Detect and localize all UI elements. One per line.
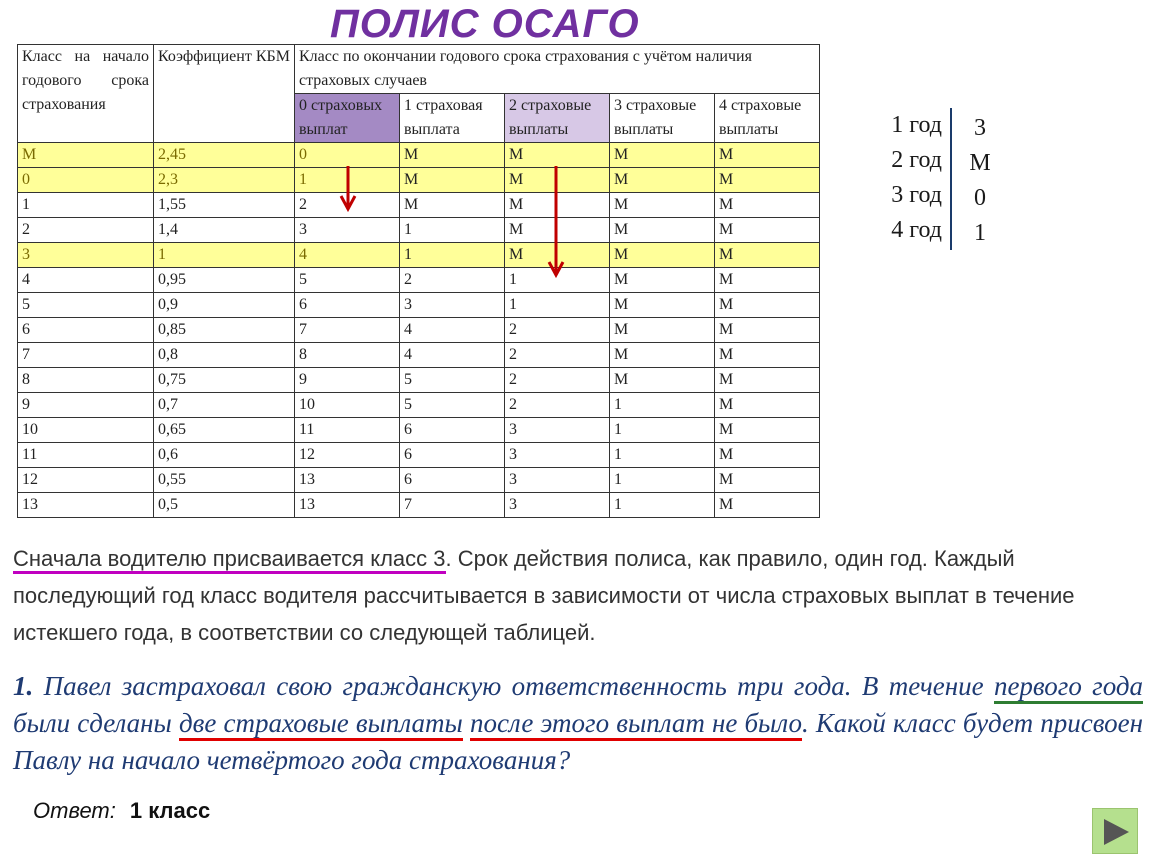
table-cell: 5 — [18, 293, 154, 318]
table-cell: 0,6 — [154, 443, 295, 468]
table-cell: 2 — [505, 318, 610, 343]
next-slide-button[interactable] — [1092, 808, 1138, 854]
table-cell: М — [505, 243, 610, 268]
table-cell: 1 — [610, 468, 715, 493]
paragraph-rest: . Срок действия полиса, как правило, один год. Каждый последующий год класс водителя рассчитывается в зависимости от числа страховых выплат в течение истекшего года, в соответствии со следующей таблицей. — [13, 546, 1075, 645]
table-cell: 3 — [505, 418, 610, 443]
table-cell: М — [610, 343, 715, 368]
header-0-payouts: 0 страховых выплат — [295, 94, 400, 143]
table-cell: 6 — [295, 293, 400, 318]
table-cell: 4 — [400, 318, 505, 343]
table-cell: 0,95 — [154, 268, 295, 293]
table-cell: 2 — [400, 268, 505, 293]
arrow-col2 — [549, 166, 563, 275]
task-part: были сделаны — [13, 708, 179, 738]
header-end-class: Класс по окончании годового срока страхования с учётом наличия страховых случаев — [295, 45, 820, 94]
table-cell: 3 — [18, 243, 154, 268]
header-3-payouts: 3 страховые выплаты — [610, 94, 715, 143]
task-underlined-no-payouts: после этого выплат не было — [470, 708, 802, 741]
table-cell: М — [505, 168, 610, 193]
play-next-icon — [1101, 817, 1131, 847]
table-cell: 9 — [18, 393, 154, 418]
table-cell: 10 — [18, 418, 154, 443]
table-cell: М — [610, 318, 715, 343]
header-kbm: Коэффициент КБМ — [154, 45, 295, 143]
table-cell: 0,9 — [154, 293, 295, 318]
table-cell: М — [715, 343, 820, 368]
task-underlined-two-payouts: две страховые выплаты — [179, 708, 463, 741]
table-cell: 0,5 — [154, 493, 295, 518]
table-cell: 13 — [295, 468, 400, 493]
table-cell: М — [610, 218, 715, 243]
table-cell: 6 — [400, 468, 505, 493]
table-cell: 2 — [505, 393, 610, 418]
table-cell: 1 — [610, 443, 715, 468]
table-cell: 2 — [505, 368, 610, 393]
task-number: 1. — [13, 671, 34, 701]
table-cell: М — [610, 168, 715, 193]
table-cell: 10 — [295, 393, 400, 418]
table-cell: 0,75 — [154, 368, 295, 393]
table-cell: 2 — [295, 193, 400, 218]
header-1-payout: 1 страховая выплата — [400, 94, 505, 143]
table-cell: 13 — [295, 493, 400, 518]
table-cell: М — [715, 443, 820, 468]
table-cell: 2,45 — [154, 143, 295, 168]
table-cell: 1,4 — [154, 218, 295, 243]
table-cell: 0,65 — [154, 418, 295, 443]
table-cell: 1 — [610, 393, 715, 418]
table-cell: 0,85 — [154, 318, 295, 343]
table-cell: 2 — [18, 218, 154, 243]
table-cell: 1 — [154, 243, 295, 268]
arrow-col0 — [341, 166, 355, 209]
task-part — [463, 708, 470, 738]
table-cell: 11 — [18, 443, 154, 468]
table-cell: М — [610, 193, 715, 218]
table-cell: М — [400, 168, 505, 193]
table-cell: 1 — [400, 243, 505, 268]
table-cell: 0,7 — [154, 393, 295, 418]
table-cell: М — [400, 193, 505, 218]
table-cell: 2,3 — [154, 168, 295, 193]
table-cell: 5 — [295, 268, 400, 293]
year-value: 1 — [974, 220, 986, 246]
table-cell: М — [505, 143, 610, 168]
underlined-phrase: Сначала водителю присваивается класс 3 — [13, 546, 446, 574]
table-cell: 3 — [295, 218, 400, 243]
table-cell: 11 — [295, 418, 400, 443]
answer — [33, 798, 210, 824]
table-cell: 1 — [505, 268, 610, 293]
table-cell: 1 — [18, 193, 154, 218]
table-cell: 0,55 — [154, 468, 295, 493]
table-cell: 5 — [400, 368, 505, 393]
year-value: М — [969, 150, 991, 176]
table-cell: М — [715, 143, 820, 168]
table-cell: 0 — [18, 168, 154, 193]
table-cell: 0 — [295, 143, 400, 168]
year-values — [960, 111, 1000, 251]
table-cell: 12 — [18, 468, 154, 493]
table-cell: М — [715, 393, 820, 418]
table-cell: М — [715, 318, 820, 343]
table-cell: М — [715, 193, 820, 218]
table-cell: 1 — [610, 493, 715, 518]
year-label: 1 год — [891, 112, 942, 138]
task-text — [13, 668, 1143, 779]
table-cell: 3 — [505, 468, 610, 493]
table-cell: М — [610, 368, 715, 393]
table-cell: М — [715, 243, 820, 268]
table-cell: 1 — [610, 418, 715, 443]
year-value: 0 — [974, 185, 986, 211]
header-start-class: Класс на начало годового срока страхования — [18, 45, 154, 143]
answer-value: 1 класс — [129, 798, 211, 823]
table-cell: М — [715, 418, 820, 443]
table-cell: М — [400, 143, 505, 168]
task-part: . Какой класс будет присвоен Павлу на начало четвёртого года страхования? — [13, 708, 1143, 775]
table-cell: М — [505, 193, 610, 218]
table-cell: М — [715, 168, 820, 193]
explanation-paragraph — [13, 540, 1138, 651]
table-cell: М — [505, 218, 610, 243]
table-cell: М — [610, 293, 715, 318]
table-cell: 6 — [400, 418, 505, 443]
task-underlined-first-year: первого года — [994, 671, 1143, 704]
slide-title: ПОЛИС ОСАГО — [330, 2, 640, 46]
table-cell: 4 — [400, 343, 505, 368]
table-cell: М — [715, 218, 820, 243]
table-cell: 1 — [295, 168, 400, 193]
table-cell: 3 — [505, 493, 610, 518]
divider-line — [950, 108, 952, 250]
year-labels — [876, 108, 942, 248]
year-label: 2 год — [891, 147, 942, 173]
table-cell: 13 — [18, 493, 154, 518]
table-cell: 1 — [400, 218, 505, 243]
table-cell: 7 — [295, 318, 400, 343]
table-cell: 6 — [18, 318, 154, 343]
year-label: 3 год — [891, 182, 942, 208]
table-cell: М — [610, 143, 715, 168]
year-label: 4 год — [891, 217, 942, 243]
table-cell: 0,8 — [154, 343, 295, 368]
table-cell: 4 — [295, 243, 400, 268]
table-cell: 9 — [295, 368, 400, 393]
table-cell: 8 — [295, 343, 400, 368]
table-cell: М — [715, 268, 820, 293]
table-cell: 1 — [505, 293, 610, 318]
table-cell: М — [18, 143, 154, 168]
table-cell: 7 — [18, 343, 154, 368]
table-cell: 3 — [505, 443, 610, 468]
header-2-payouts: 2 страховые выплаты — [505, 94, 610, 143]
table-cell: 12 — [295, 443, 400, 468]
table-cell: М — [715, 468, 820, 493]
table-cell: М — [610, 243, 715, 268]
header-4-payouts: 4 страховые выплаты — [715, 94, 820, 143]
table-cell: М — [610, 268, 715, 293]
table-cell: 2 — [505, 343, 610, 368]
year-value: 3 — [974, 115, 986, 141]
table-cell: 3 — [400, 293, 505, 318]
table-cell: 1,55 — [154, 193, 295, 218]
table-cell: М — [715, 493, 820, 518]
table-cell: 7 — [400, 493, 505, 518]
table-cell: М — [715, 368, 820, 393]
table-cell: 8 — [18, 368, 154, 393]
table-cell: М — [715, 293, 820, 318]
table-cell: 4 — [18, 268, 154, 293]
table-cell: 5 — [400, 393, 505, 418]
answer-label: Ответ: — [33, 798, 116, 823]
task-part: Павел застраховал свою гражданскую ответственность три года. В течение — [33, 671, 994, 701]
table-cell: 6 — [400, 443, 505, 468]
